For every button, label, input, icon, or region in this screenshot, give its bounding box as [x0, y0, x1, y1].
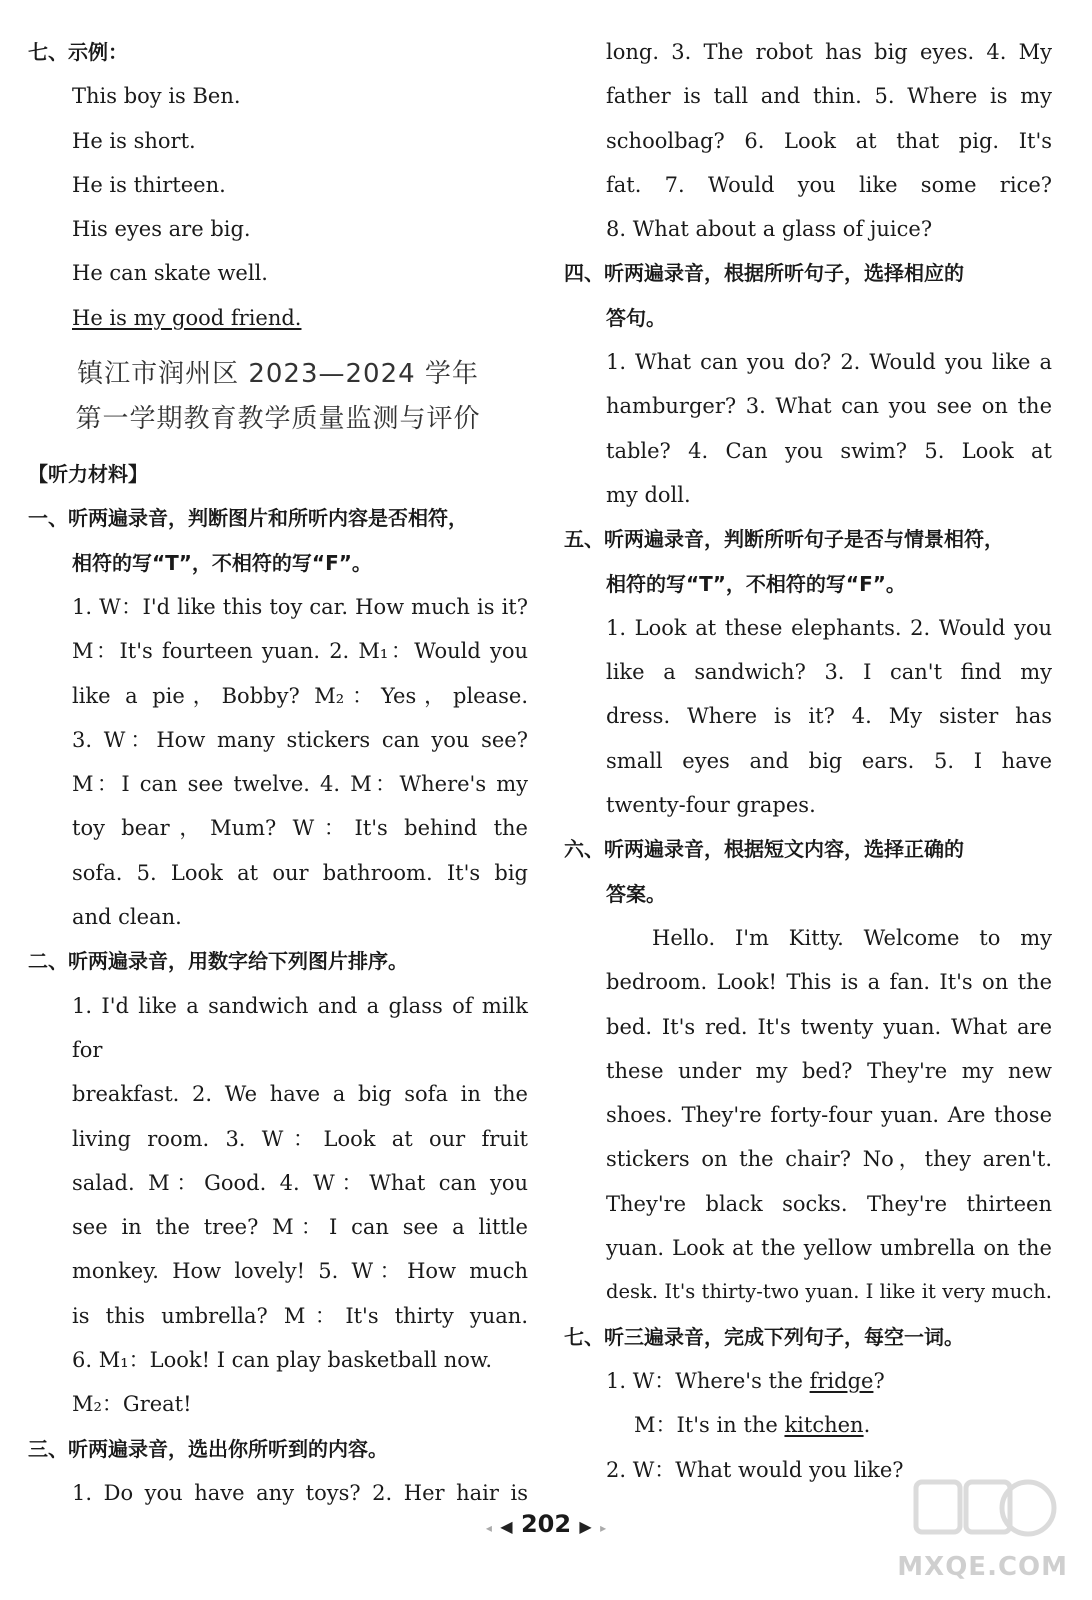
- passage-line: bedroom. Look! This is a fan. It's on the: [606, 970, 1052, 995]
- script-line: and clean.: [72, 905, 182, 930]
- q6-heading-cont: 答案。: [606, 881, 666, 906]
- q1-script: [28, 585, 528, 939]
- script-line: my doll.: [606, 482, 691, 507]
- q2-heading: 二、听两遍录音，用数字给下列图片排序。: [28, 949, 408, 974]
- script-line: salad. M：Good. 4. W：What can you: [72, 1170, 528, 1195]
- example-lines: [28, 74, 528, 340]
- script-line: 1. I'd like a sandwich and a glass of milk for: [72, 993, 528, 1062]
- passage-line: shoes. They're forty-four yuan. Are those: [606, 1103, 1052, 1128]
- script-line: schoolbag? 6. Look at that pig. It's: [606, 128, 1052, 153]
- script-line: breakfast. 2. We have a big sofa in the: [72, 1082, 528, 1107]
- section-7-example-heading: 七、示例：: [28, 40, 128, 64]
- script-line: sofa. 5. Look at our bathroom. It's big: [72, 860, 528, 885]
- script-line: like a sandwich? 3. I can't find my: [606, 660, 1052, 685]
- q5-script: [606, 606, 1052, 827]
- passage-line: stickers on the chair? No，they aren't.: [606, 1147, 1052, 1172]
- q6-heading: 六、听两遍录音，根据短文内容，选择正确的: [564, 837, 964, 862]
- example-line: He can skate well.: [72, 261, 268, 286]
- script-line: twenty-four grapes.: [606, 793, 816, 818]
- q7-answer-line: M：It's in the kitchen.: [634, 1413, 871, 1438]
- right-arrow-icon: ▶: [579, 1517, 592, 1536]
- q4-script: [606, 340, 1052, 517]
- answer-blank: fridge: [809, 1368, 874, 1393]
- listening-materials-label: 【听力材料】: [28, 462, 148, 487]
- q6-passage: [606, 916, 1052, 1315]
- q2-script: [28, 984, 528, 1427]
- q4-heading: 四、听两遍录音，根据所听句子，选择相应的: [564, 261, 964, 286]
- left-arrow-icon: ◀: [500, 1517, 513, 1536]
- q3-script-cont: [606, 30, 1052, 251]
- q1-heading-cont: 相符的写“T”，不相符的写“F”。: [72, 550, 372, 575]
- script-line: hamburger? 3. What can you see on the: [606, 394, 1052, 419]
- script-line: 8. What about a glass of juice?: [606, 217, 933, 242]
- example-line: This boy is Ben.: [72, 84, 241, 109]
- script-line: like a pie，Bobby? M₂：Yes，please.: [72, 683, 528, 708]
- script-line: M₂：Great!: [72, 1392, 192, 1417]
- q7-heading: 七、听三遍录音，完成下列句子，每空一词。: [564, 1324, 964, 1349]
- q1-heading: 一、听两遍录音，判断图片和所听内容是否相符，: [28, 506, 468, 531]
- script-line: dress. Where is it? 4. My sister has: [606, 704, 1052, 729]
- q3-script: [28, 1471, 528, 1515]
- script-line: father is tall and thin. 5. Where is my: [606, 84, 1052, 109]
- script-line: long. 3. The robot has big eyes. 4. My: [606, 40, 1052, 64]
- script-line: 1. W：I'd like this toy car. How much is it?: [72, 594, 528, 619]
- passage-line: desk. It's thirty-two yuan. I like it very much.: [606, 1280, 1052, 1304]
- script-line: 1. What can you do? 2. Would you like a: [606, 350, 1052, 375]
- script-line: see in the tree? M：I can see a little: [72, 1215, 528, 1240]
- q5-heading: 五、听两遍录音，判断所听句子是否与情景相符，: [564, 527, 1004, 552]
- example-line: He is my good friend.: [72, 305, 302, 330]
- script-line: 3. W：How many stickers can you see?: [72, 727, 528, 752]
- left-arrow-light-icon: ◂: [485, 1521, 492, 1535]
- exam-title-line-2: 第一学期教育教学质量监测与评价: [75, 404, 481, 435]
- script-line: table? 4. Can you swim? 5. Look at: [606, 438, 1052, 463]
- exam-title-line-1: 镇江市润州区 2023—2024 学年: [77, 359, 479, 390]
- script-line: 1. Do you have any toys? 2. Her hair is: [72, 1480, 528, 1505]
- passage-line: bed. It's red. It's twenty yuan. What are: [606, 1014, 1052, 1039]
- q3-heading: 三、听两遍录音，选出你所听到的内容。: [28, 1436, 388, 1461]
- answer-blank: kitchen: [784, 1413, 864, 1438]
- example-line: He is thirteen.: [72, 172, 226, 197]
- passage-line: They're black socks. They're thirteen: [606, 1191, 1052, 1216]
- exam-title: [28, 352, 528, 442]
- watermark-text: MXQE.COM: [897, 1552, 1068, 1582]
- script-line: M：I can see twelve. 4. M：Where's my: [72, 772, 528, 797]
- script-line: monkey. How lovely! 5. W：How much: [72, 1259, 528, 1284]
- passage-line: yuan. Look at the yellow umbrella on the: [606, 1236, 1052, 1261]
- script-line: is this umbrella? M：It's thirty yuan.: [72, 1303, 528, 1328]
- q7-answer-line: 2. W：What would you like?: [606, 1457, 904, 1482]
- script-line: 6. M₁：Look! I can play basketball now.: [72, 1348, 493, 1373]
- right-arrow-light-icon: ▸: [600, 1521, 607, 1535]
- script-line: small eyes and big ears. 5. I have: [606, 748, 1052, 773]
- script-line: living room. 3. W：Look at our fruit: [72, 1126, 528, 1151]
- q5-heading-cont: 相符的写“T”，不相符的写“F”。: [606, 571, 906, 596]
- q4-heading-cont: 答句。: [606, 305, 666, 330]
- script-line: fat. 7. Would you like some rice?: [606, 172, 1052, 197]
- script-line: toy bear，Mum? W：It's behind the: [72, 816, 528, 841]
- passage-line: Hello. I'm Kitty. Welcome to my: [652, 925, 1052, 950]
- left-column: [28, 30, 528, 1515]
- script-line: 1. Look at these elephants. 2. Would you: [606, 615, 1052, 640]
- right-column: [564, 30, 1052, 1492]
- script-line: M：It's fourteen yuan. 2. M₁：Would you: [72, 639, 528, 664]
- example-line: His eyes are big.: [72, 217, 251, 242]
- passage-line: these under my bed? They're my new: [606, 1058, 1052, 1083]
- page-number: 202: [520, 1510, 572, 1538]
- watermark: [897, 1468, 1068, 1588]
- q7-answer-line: 1. W：Where's the fridge?: [606, 1368, 885, 1393]
- example-line: He is short.: [72, 128, 196, 153]
- answer-seal-icon: [908, 1468, 1058, 1548]
